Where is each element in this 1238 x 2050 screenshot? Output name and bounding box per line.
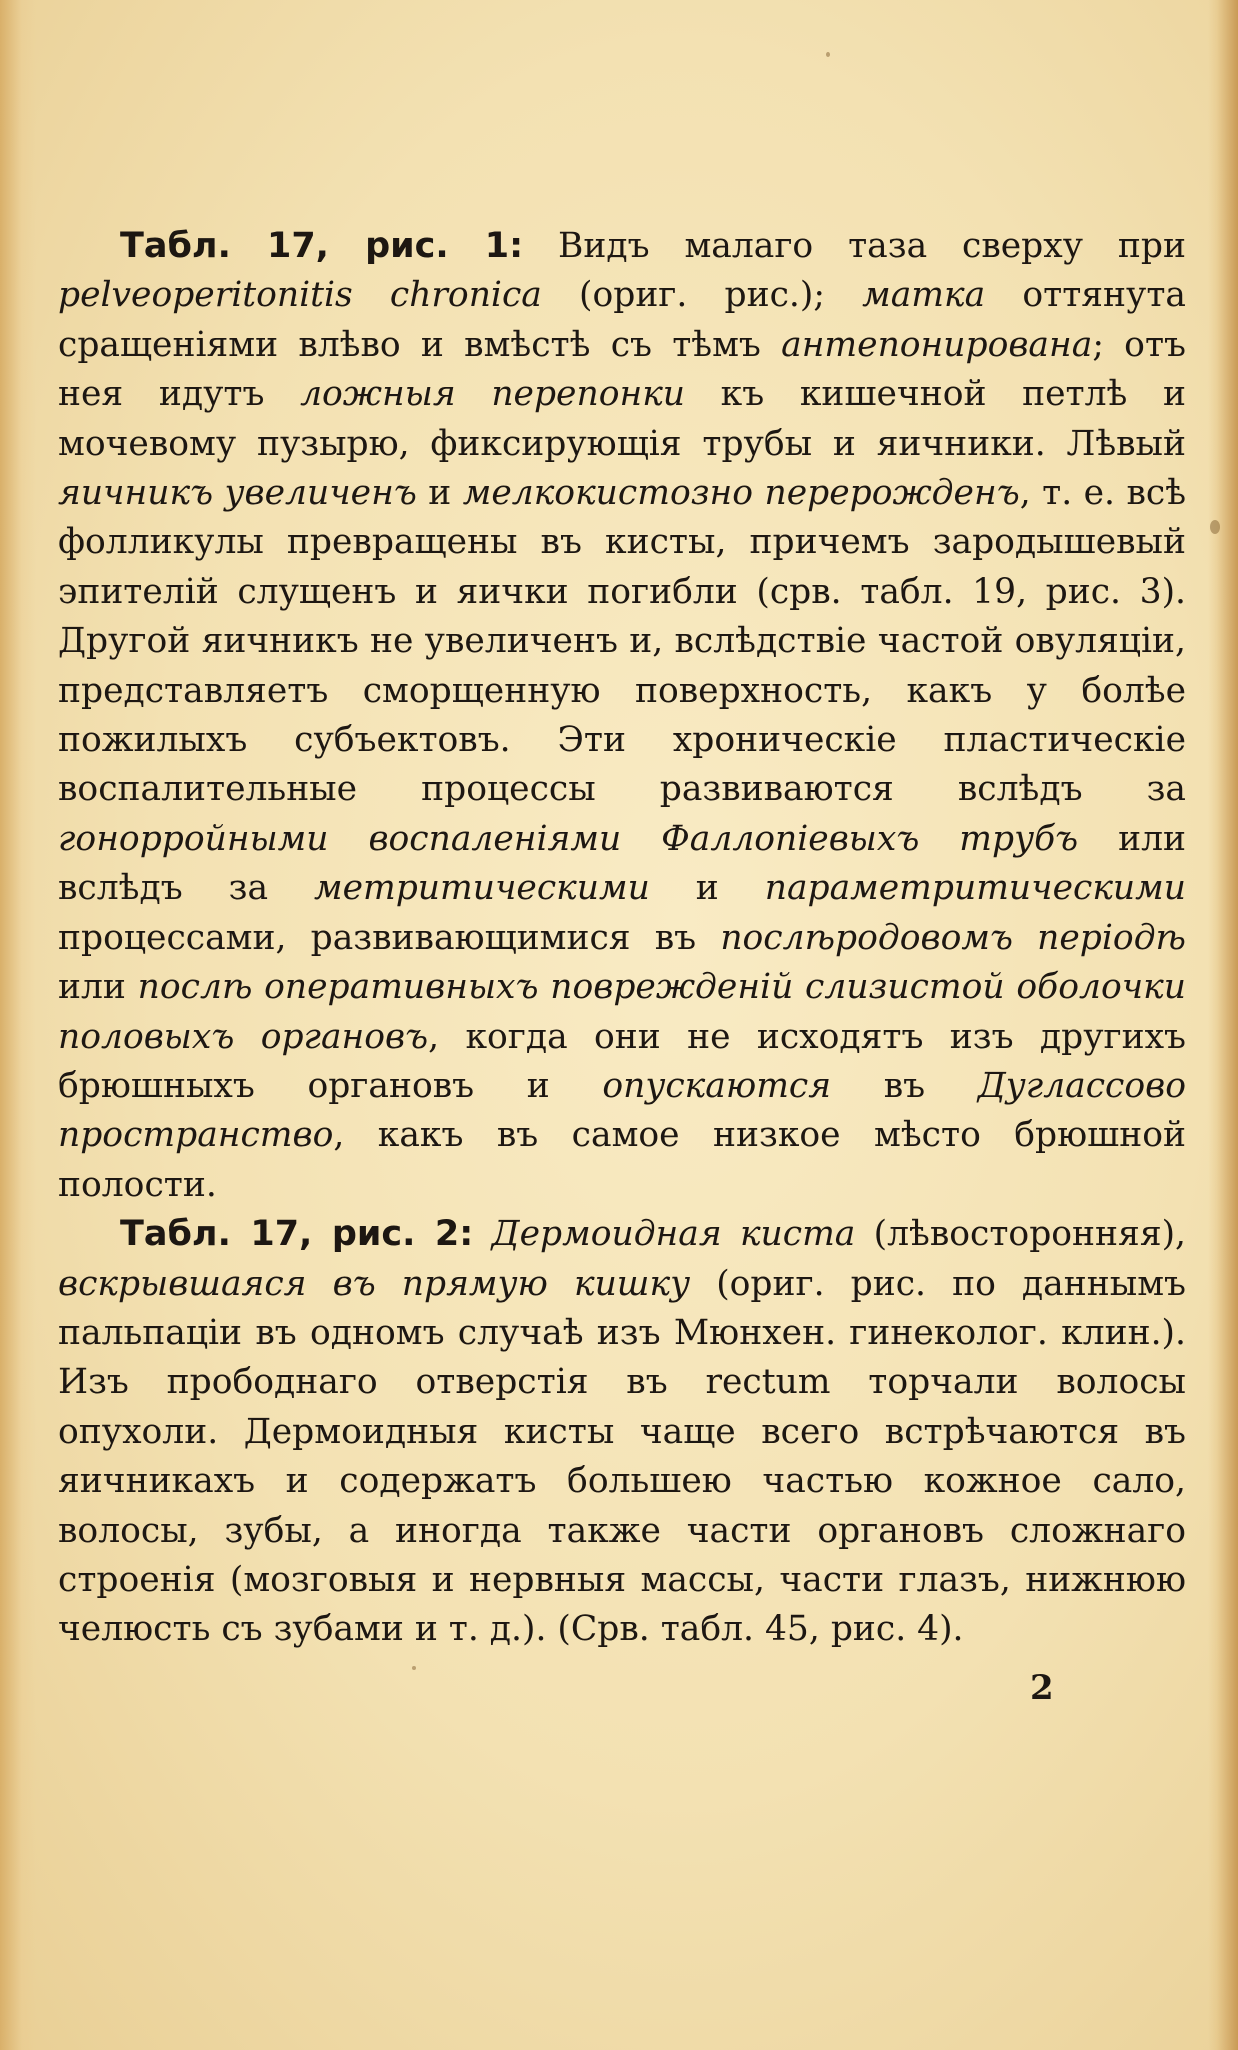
italic-term: вскрывшаяся въ прямую кишку [58, 1263, 691, 1304]
body-text: , когда они не исходятъ изъ другихъ брюшныхъ органовъ и [58, 1016, 1186, 1106]
italic-term: гонорройными воспаленіями Фаллопіевыхъ трубъ [58, 818, 1079, 859]
italic-term: опускаются [602, 1065, 832, 1106]
body-text: или вслѣдъ за [58, 818, 1186, 909]
italic-term: матка [862, 275, 986, 316]
body-text: , т. е. всѣ фолликулы превращены въ кисты, причемъ зародышевый эпителій слущенъ и яички погибли (срв. табл. 19, рис. 3). Другой яичникъ не увеличенъ и, вслѣдствіе частой овуляціи, представляетъ сморщенную поверхность, какъ у болѣе пожилыхъ субъектовъ. Эти хроническіе пластическіе воспалительные процессы развиваются вслѣдъ за [58, 473, 1186, 810]
body-text: или [58, 967, 138, 1008]
body-text: и [416, 473, 463, 514]
italic-term: послѣ оперативныхъ поврежденій слизистой оболочки половыхъ органовъ [58, 967, 1186, 1057]
body-text: къ кишечной петлѣ и мочевому пузырю, фиксирующія трубы и яичники. Лѣвый [58, 374, 1186, 464]
body-text [473, 1214, 491, 1254]
body-text: процессами, развивающимися въ [58, 917, 721, 958]
italic-term: мелкокистозно перерожденъ [462, 473, 1020, 514]
body-text: и [649, 868, 765, 909]
paragraph-plate-17-fig-1 [58, 222, 1186, 1210]
italic-term: антепонирована [781, 324, 1093, 365]
body-text: Видъ малаго таза сверху при [523, 226, 1186, 266]
paper-speck [412, 1666, 416, 1670]
italic-term: яичникъ увеличенъ [58, 473, 417, 514]
body-text: (ориг. рис. по даннымъ пальпаціи въ одномъ случаѣ изъ Мюнхен. гинеколог. клин.). Изъ прободнаго отверстія въ rectum торчали волосы опухоли. Дермоидныя кисты чаще всего встрѣчаются въ яичникахъ и содержатъ большею частью кожное сало, волосы, зубы, а иногда также части органовъ сложнаго строенія (мозговыя и нервныя массы, части глазъ, нижнюю челюсть съ зубами и т. д.). (Срв. табл. 45, рис. 4). [58, 1263, 1186, 1650]
italic-term: Дермоидная киста [491, 1214, 856, 1255]
page-edge-left [0, 0, 36, 2050]
text-block [58, 222, 1186, 1655]
paragraph-heading: Табл. 17, рис. 1: [120, 226, 524, 266]
italic-term: параметритическими [764, 868, 1186, 909]
paper-speck [1210, 520, 1220, 534]
italic-term: ложныя перепонки [300, 374, 686, 415]
body-text: въ [831, 1065, 978, 1106]
italic-term: Дугласcово пространство [58, 1065, 1187, 1156]
body-text: (лѣвосторонняя), [855, 1214, 1187, 1255]
body-text: оттянута сращеніями влѣво и вмѣстѣ съ тѣмъ [58, 275, 1187, 365]
italic-term: послѣродовомъ періодѣ [720, 917, 1186, 958]
italic-term: метритическими [313, 868, 650, 909]
page-edge-right [1208, 0, 1238, 2050]
paragraph-plate-17-fig-2 [58, 1210, 1186, 1655]
paragraph-heading: Табл. 17, рис. 2: [120, 1214, 474, 1255]
italic-term: pelveoperitonitis chronica [58, 275, 542, 316]
body-text: ; отъ нея идутъ [58, 324, 1186, 415]
body-text: , какъ въ самое низкое мѣсто брюшной полости. [58, 1115, 1186, 1205]
page-number: 2 [1030, 1668, 1054, 1708]
body-text: (ориг. рис.); [541, 275, 863, 316]
paper-speck [826, 52, 830, 57]
